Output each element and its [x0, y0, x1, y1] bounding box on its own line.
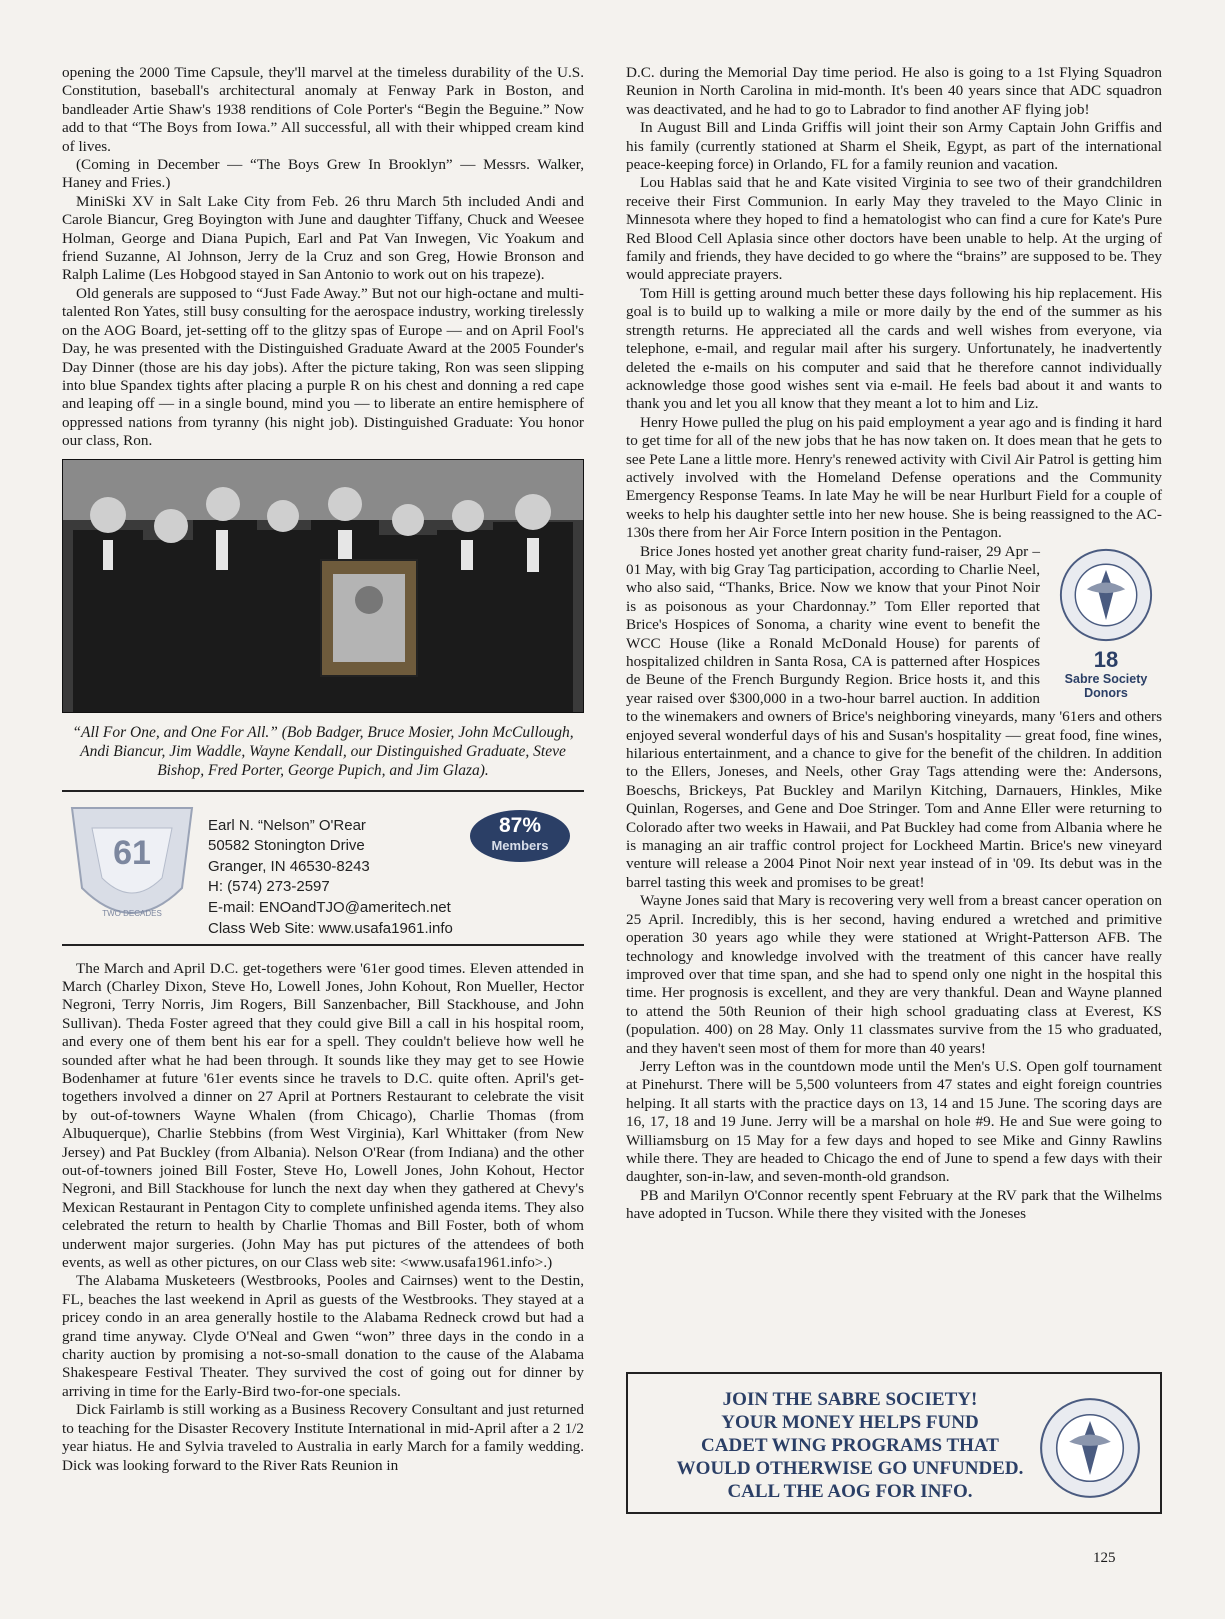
ad-line: YOUR MONEY HELPS FUND	[721, 1412, 979, 1433]
paragraph: MiniSki XV in Salt Lake City from Feb. 26 thru March 5th included Andi and Carole Biancur, Greg Boyington with June and daughter Tiffany, Chuck and Weesee Holman, George and Diana Pupich, Earl and Pat Van Inwegen, Vic Yoakum and friend Suzanne, Al Johnson, Jerry de la Cruz and son Greg, Howie Bronson and Ralph Lalime (Les Hobgood stayed in San Antonio to work out on his trapeze).	[62, 192, 584, 284]
paragraph: opening the 2000 Time Capsule, they'll marvel at the timeless durability of the U.S. Constitution, baseball's architectural anomaly at Fenway Park in Boston, and bandleader Artie Shaw's 1938 renditions of Cole Porter's “Begin the Beguine.” Now add to that “The Boys from Iowa.” All successful, all with their whipped cream kind of lives.	[62, 64, 584, 155]
donor-label: Sabre Society Donors	[1064, 671, 1148, 700]
right-column	[626, 64, 1162, 1224]
contact-address-line: 50582 Stonington Drive	[208, 837, 365, 855]
sabre-donors-promo	[1050, 547, 1162, 700]
sabre-society-ad	[626, 1372, 1162, 1514]
ad-line: CADET WING PROGRAMS THAT	[701, 1435, 999, 1456]
sabre-donor-count	[1050, 648, 1162, 700]
paragraph: D.C. during the Memorial Day time period. He also is going to a 1st Flying Squadron Reunion in North Carolina in mid-month. It's been 40 years since that ADC squadron was deactivated, and he had to go to Labrador to find another AF flying job!	[626, 64, 1162, 118]
contact-website: Class Web Site: www.usafa1961.info	[208, 919, 453, 937]
paragraph: Old generals are supposed to “Just Fade Away.” But not our high-octane and multi-talented Ron Yates, still busy consulting for the aerospace industry, working tirelessly on the AOG Board, jet-setting off to the glitzy spas of Europe — and on April Fool's Day, he was presented with the Distinguished Graduate Award at the 2005 Founder's Day Dinner (those are his day jobs). After the picture taking, Ron was seen slipping into blue Spandex tights after placing a purple R on his chest and donning a red cape and leaping off — in a single bound, mind you — to liberate an entire hemisphere of oppressed nations from tyranny (his night job). Distinguished Graduate: You honor our class, Ron.	[62, 284, 584, 450]
paragraph: In August Bill and Linda Griffis will joint their son Army Captain John Griffis and his family (currently stationed at Sharm el Sheik, Egypt, as part of the international peace-keeping force) in Orlando, FL for a family reunion and vacation.	[626, 119, 1162, 174]
class-crest-logo	[62, 798, 202, 938]
sabre-society-seal-icon	[1038, 1396, 1142, 1500]
page-number: 125	[1093, 1550, 1116, 1566]
ad-line: WOULD OTHERWISE GO UNFUNDED.	[676, 1458, 1024, 1479]
paragraph: Wayne Jones said that Mary is recovering very well from a breast cancer operation on 25 April. Incredibly, this is her second, having endured a wretched and primitive operation 30 years ago while they were stationed at Wright-Patterson AFB. The technology and knowledge involved with the treatment of this cancer have really improved over that time span, and she had to spend only one night in the hospital this time. Her prognosis is excellent, and they are very thankful. Dean and Wayne planned to attend the 50th Reunion of their high school graduating class at Everest, KS (population. 400) on 28 May. Only 11 classmates survive from the 15 who graduated, and they haven't seen most of them for more than 40 years!	[626, 892, 1162, 1057]
ad-line: CALL THE AOG FOR INFO.	[727, 1481, 973, 1502]
paragraph: Henry Howe pulled the plug on his paid employment a year ago and is finding it hard to get time for all of the new jobs that he has now taken on. It does mean that he gets to see Pete Lane a little more. Henry's renewed activity with Civil Air Patrol is getting him actively involved with the Homeland Defense operations and the Community Emergency Response Teams. In late May he will be near Hurlburt Field for a couple of weeks to help his daughter settle into her new house. She is being reassigned to the AC-130s there from her Air Force Intern position in the Pentagon.	[626, 413, 1162, 542]
svg-text:TWO DECADES: TWO DECADES	[102, 908, 162, 918]
contact-address-line: Granger, IN 46530-8243	[208, 857, 370, 875]
svg-text:61: 61	[113, 833, 151, 872]
contact-name: Earl N. “Nelson” O'Rear	[208, 816, 366, 834]
section-divider	[62, 790, 584, 792]
donor-count: 18	[1093, 646, 1119, 672]
paragraph: (Coming in December — “The Boys Grew In Brooklyn” — Messrs. Walker, Haney and Fries.)	[62, 156, 584, 192]
members-badge	[470, 810, 570, 862]
paragraph: Lou Hablas said that he and Kate visited Virginia to see two of their grandchildren receive their First Communion. In early May they traveled to the Mayo Clinic in Minnesota where they hoped to find a hematologist who can find a cure for Kate's Pure Red Blood Cell Aplasia since other doctors have been unable to help. At the urging of family and friends, they have decided to go where the “brains” are supposed to be. They would appreciate prayers.	[626, 174, 1162, 284]
paragraph: Jerry Lefton was in the countdown mode until the Men's U.S. Open golf tournament at Pinehurst. There will be 5,500 volunteers from 47 states and eight foreign countries helping. It all starts with the practice days on 13, 14 and 15 June. The scoring days are 16, 17, 18 and 19 June. Jerry will be a marshal on hole #9. He and Sue were going to Williamsburg on 15 May for a few days and hoped to see Mike and Ginny Rawlins while there. They are headed to Chicago the end of June to spend a few days with their daughter, son-in-law, and seven-month-old grandson.	[626, 1057, 1162, 1186]
photo-caption: “All For One, and One For All.” (Bob Badger, Bruce Mosier, John McCullough, Andi Biancur, Jim Waddle, Wayne Kendall, our Distinguished Graduate, Steve Bishop, Fred Porter, George Pupich, and Jim Glaza).	[72, 723, 574, 779]
left-column	[62, 64, 584, 1475]
paragraph: Brice Jones hosted yet another great charity fund-raiser, 29 Apr – 01 May, with big Gray Tag participation, according to Charlie Neel, who also said, “Thanks, Brice. Now we know that your Pinot Noir is as poisonous as your Chardonnay.” Tom Eller reported that Brice's Hospices of Sonoma, a charity wine event to benefit the WCC House (like a Ronald McDonald House) for parents of hospitalized children in Santa Rosa, CA is patterned after Hospices de Beune of the French Burgundy Region. Brice hosts it, and this year raised over $300,000 in a two-hour barrel auction. In addition to the winemakers and owners of Brice's neighboring vineyards, many '61ers and others enjoyed several wonderful days of his and Susan's hospitality — great food, fine wines, hilarious entertainment, and a chance to give for the benefit of the children. In addition to the Ellers, Joneses, and Neels, other Gray Tags attending were the: Andersons, Boeschs, Brickeys, Pat Buckley and Marilyn Kitching, Darnauers, Hinkles, Mike Quinlan, Rogerses, and Gene and Doe Stringer. Tom and Anne Eller were returning to Colorado after two weeks in Hawaii, and Pat Buckley had come from Albania where he is managing an air traffic control project for Lockheed Martin. Brice's new vineyard venture will release a 2004 Pinot Noir next year instead of in '09. Its debut was in the barrel tasting this week and promises to be great!	[626, 542, 1162, 891]
paragraph: PB and Marilyn O'Connor recently spent February at the RV park that the Wilhelms have adopted in Tucson. While there they visited with the Joneses	[626, 1186, 1162, 1223]
paragraph: Dick Fairlamb is still working as a Business Recovery Consultant and just returned to teaching for the Disaster Recovery Institute International in mid-April after a 2 1/2 year hiatus. He and Sylvia traveled to Australia in early March for a family wedding. Dick was looking forward to the River Rats Reunion in	[62, 1401, 584, 1474]
paragraph: The March and April D.C. get-togethers were '61er good times. Eleven attended in March (Charley Dixon, Steve Ho, Lowell Jones, John Kohout, Ron Mueller, Hector Negroni, Terry Norris, Jim Rogers, Bill Sanzenbacher, Bill Stackhouse, and John Sullivan). Theda Foster agreed that they could give Bill a call in his hospital room, and every one of them bent his ear for a spell. They couldn't believe how well he sounded after what he had been through. It sounds like they may get to see Howie Bodenhamer at future '61er events since he travels to D.C. quite often. April's get-togethers involved a dinner on 27 April at Portners Restaurant to celebrate the visit by out-of-towners Wayne Whalen (from Chicago), Charlie Thomas (from Albuquerque), Charlie Stebbins (from West Virginia), Karl Whittaker (from New Jersey) and Pat Buckley (from Albania). Nelson O'Rear (from Indiana) and the other out-of-towners joined Bill Foster, Steve Ho, Lowell Jones, John Kohout, Hector Negroni, and Bill Stackhouse for lunch the next day when they gathered at Chevy's Mexican Restaurant in Pentagon City to complete unfinished agenda items. They also celebrated the return to health by Charlie Thomas and Bill Foster, both of whom underwent major surgeries. (John May has put pictures of the attendees of both events, as well as other pictures, on our Class web site: <www.usafa1961.info>.)	[62, 959, 584, 1272]
members-label: Members	[491, 837, 549, 853]
contact-phone: H: (574) 273-2597	[208, 878, 330, 896]
members-percent: 87%	[498, 813, 542, 837]
contact-details	[208, 816, 453, 940]
class-contact-box	[62, 798, 584, 938]
contact-email: E-mail: ENOandTJO@ameritech.net	[208, 898, 451, 916]
ad-text	[650, 1388, 1050, 1503]
paragraph: Tom Hill is getting around much better these days following his hip replacement. His goal is to build up to walking a mile or more daily by the end of the summer as his strength returns. He appreciated all the cards and well wishes from everyone, via telephone, e-mail, and regular mail after his surgery. Unfortunately, he inadvertently deleted the e-mails on his computer and said that he therefore cannot individually acknowledge those good wishes sent via e-mail. He feels bad about it and wants to thank you and let you all know that they meant a lot to him and Liz.	[626, 284, 1162, 413]
group-photo	[62, 459, 584, 713]
sabre-society-seal-icon	[1058, 547, 1154, 643]
group-photo-figure	[62, 459, 584, 780]
ad-line: JOIN THE SABRE SOCIETY!	[722, 1389, 978, 1410]
paragraph: The Alabama Musketeers (Westbrooks, Pooles and Cairnses) went to the Destin, FL, beaches the last weekend in April as guests of the Westbrooks. They stayed at a pricey condo in an area generally hostile to the Alabama Redneck crowd but had a grand time anyway. Clyde O'Neal and Gwen “won” three days in the condo in a charity auction by promising a not-so-small donation to the cause of the Alabama Shakespeare Festival Theater. They survived the cost of going out for dinner by arriving in time for the Early-Bird two-for-one specials.	[62, 1272, 584, 1400]
